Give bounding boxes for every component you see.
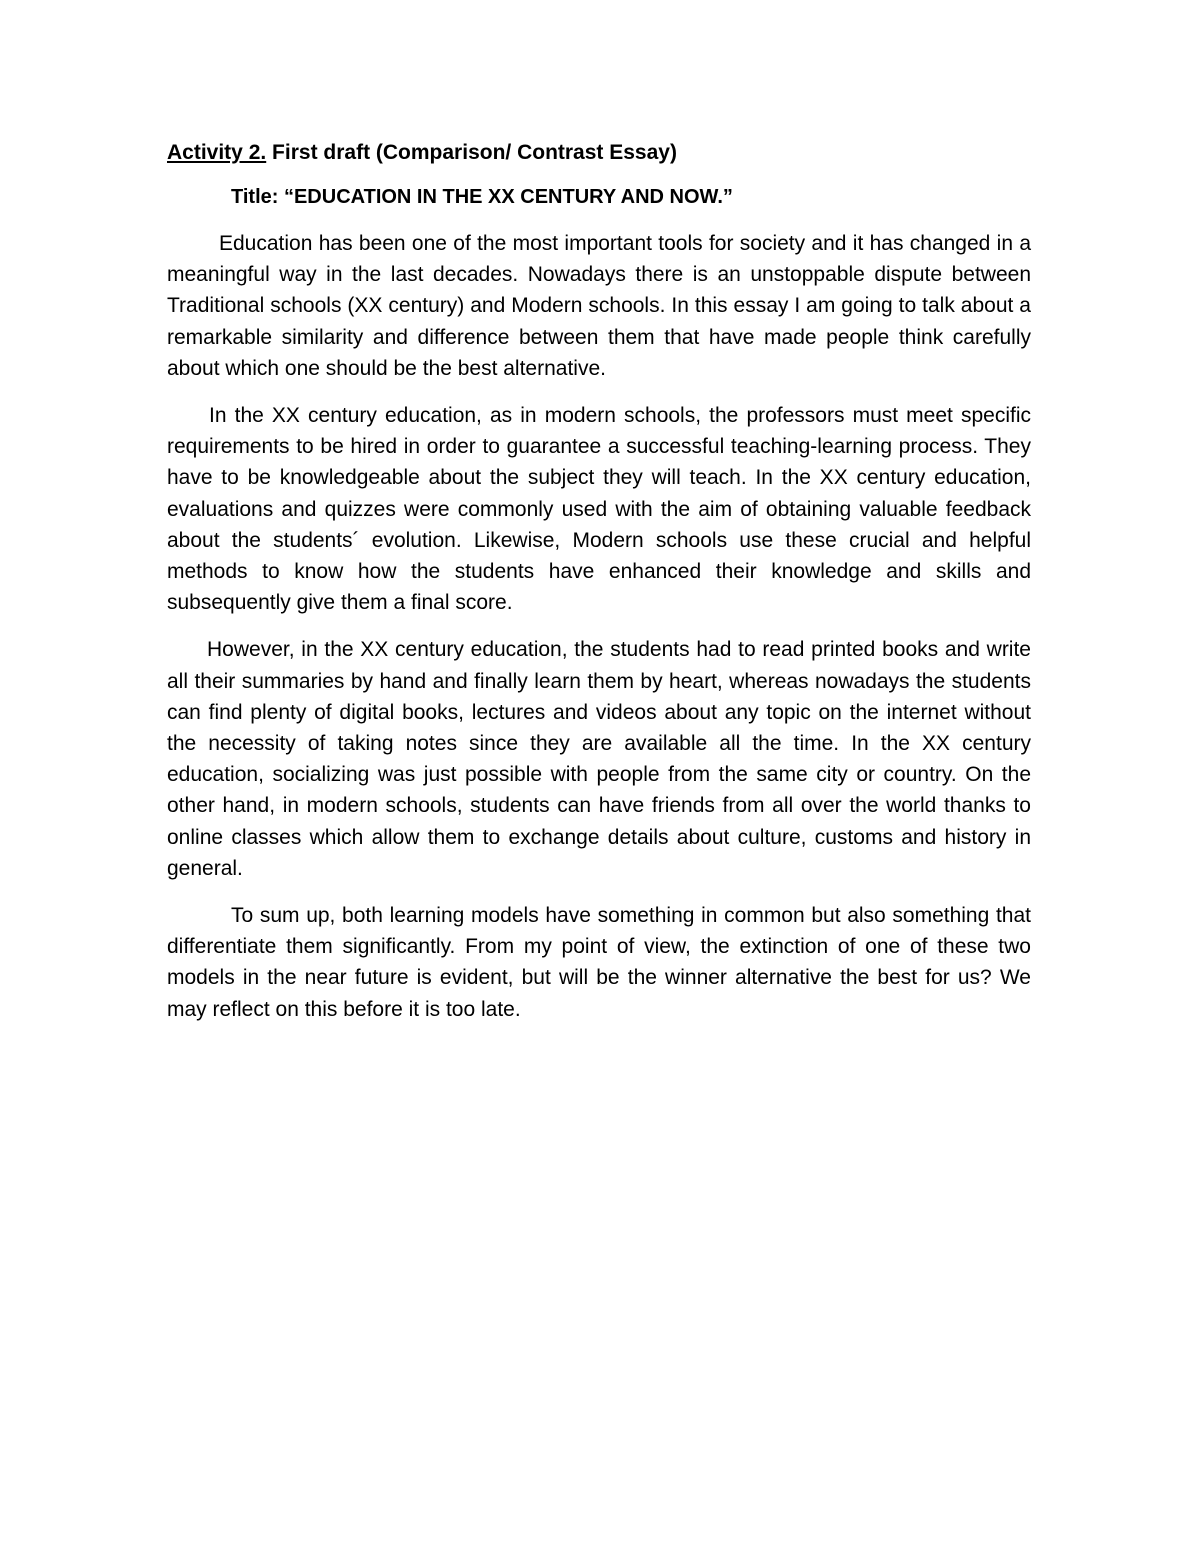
paragraph-conclusion: To sum up, both learning models have something in common but also something that differentiate them significantly. From my point of view, the extinction of one of these two models in the near future is evident, but will be the winner alternative the best for us? We may reflect on this before it is too late. [167, 904, 1031, 1021]
activity-heading [167, 138, 1031, 168]
document-body [167, 138, 1031, 1041]
activity-label: Activity 2. [167, 141, 267, 164]
activity-heading-text: First draft (Comparison/ Contrast Essay) [266, 141, 677, 164]
paragraph-differences: However, in the XX century education, the students had to read printed books and write all their summaries by hand and finally learn them by heart, whereas nowadays the students can find plenty of digital books, lectures and videos about any topic on the internet without the necessity of taking notes since they are available all the time. In the XX century education, socializing was just possible with people from the same city or country. On the other hand, in modern schools, students can have friends from all over the world thanks to online classes which allow them to exchange details about culture, customs and history in general. [167, 638, 1031, 880]
paragraph-introduction: Education has been one of the most important tools for society and it has changed in a meaningful way in the last decades. Nowadays there is an unstoppable dispute between Traditional schools (XX century) and Modern schools. In this essay I am going to talk about a remarkable similarity and difference between them that have made people think carefully about which one should be the best alternative. [167, 232, 1031, 380]
essay-title: Title: “EDUCATION IN THE XX CENTURY AND NOW.” [231, 186, 733, 208]
paragraph-similarity: In the XX century education, as in modern schools, the professors must meet specific requirements to be hired in order to guarantee a successful teaching-learning process. They have to be knowledgeable about the subject they will teach. In the XX century education, evaluations and quizzes were commonly used with the aim of obtaining valuable feedback about the students´ evolution. Likewise, Modern schools use these crucial and helpful methods to know how the students have enhanced their knowledge and skills and subsequently give them a final score. [167, 404, 1031, 615]
